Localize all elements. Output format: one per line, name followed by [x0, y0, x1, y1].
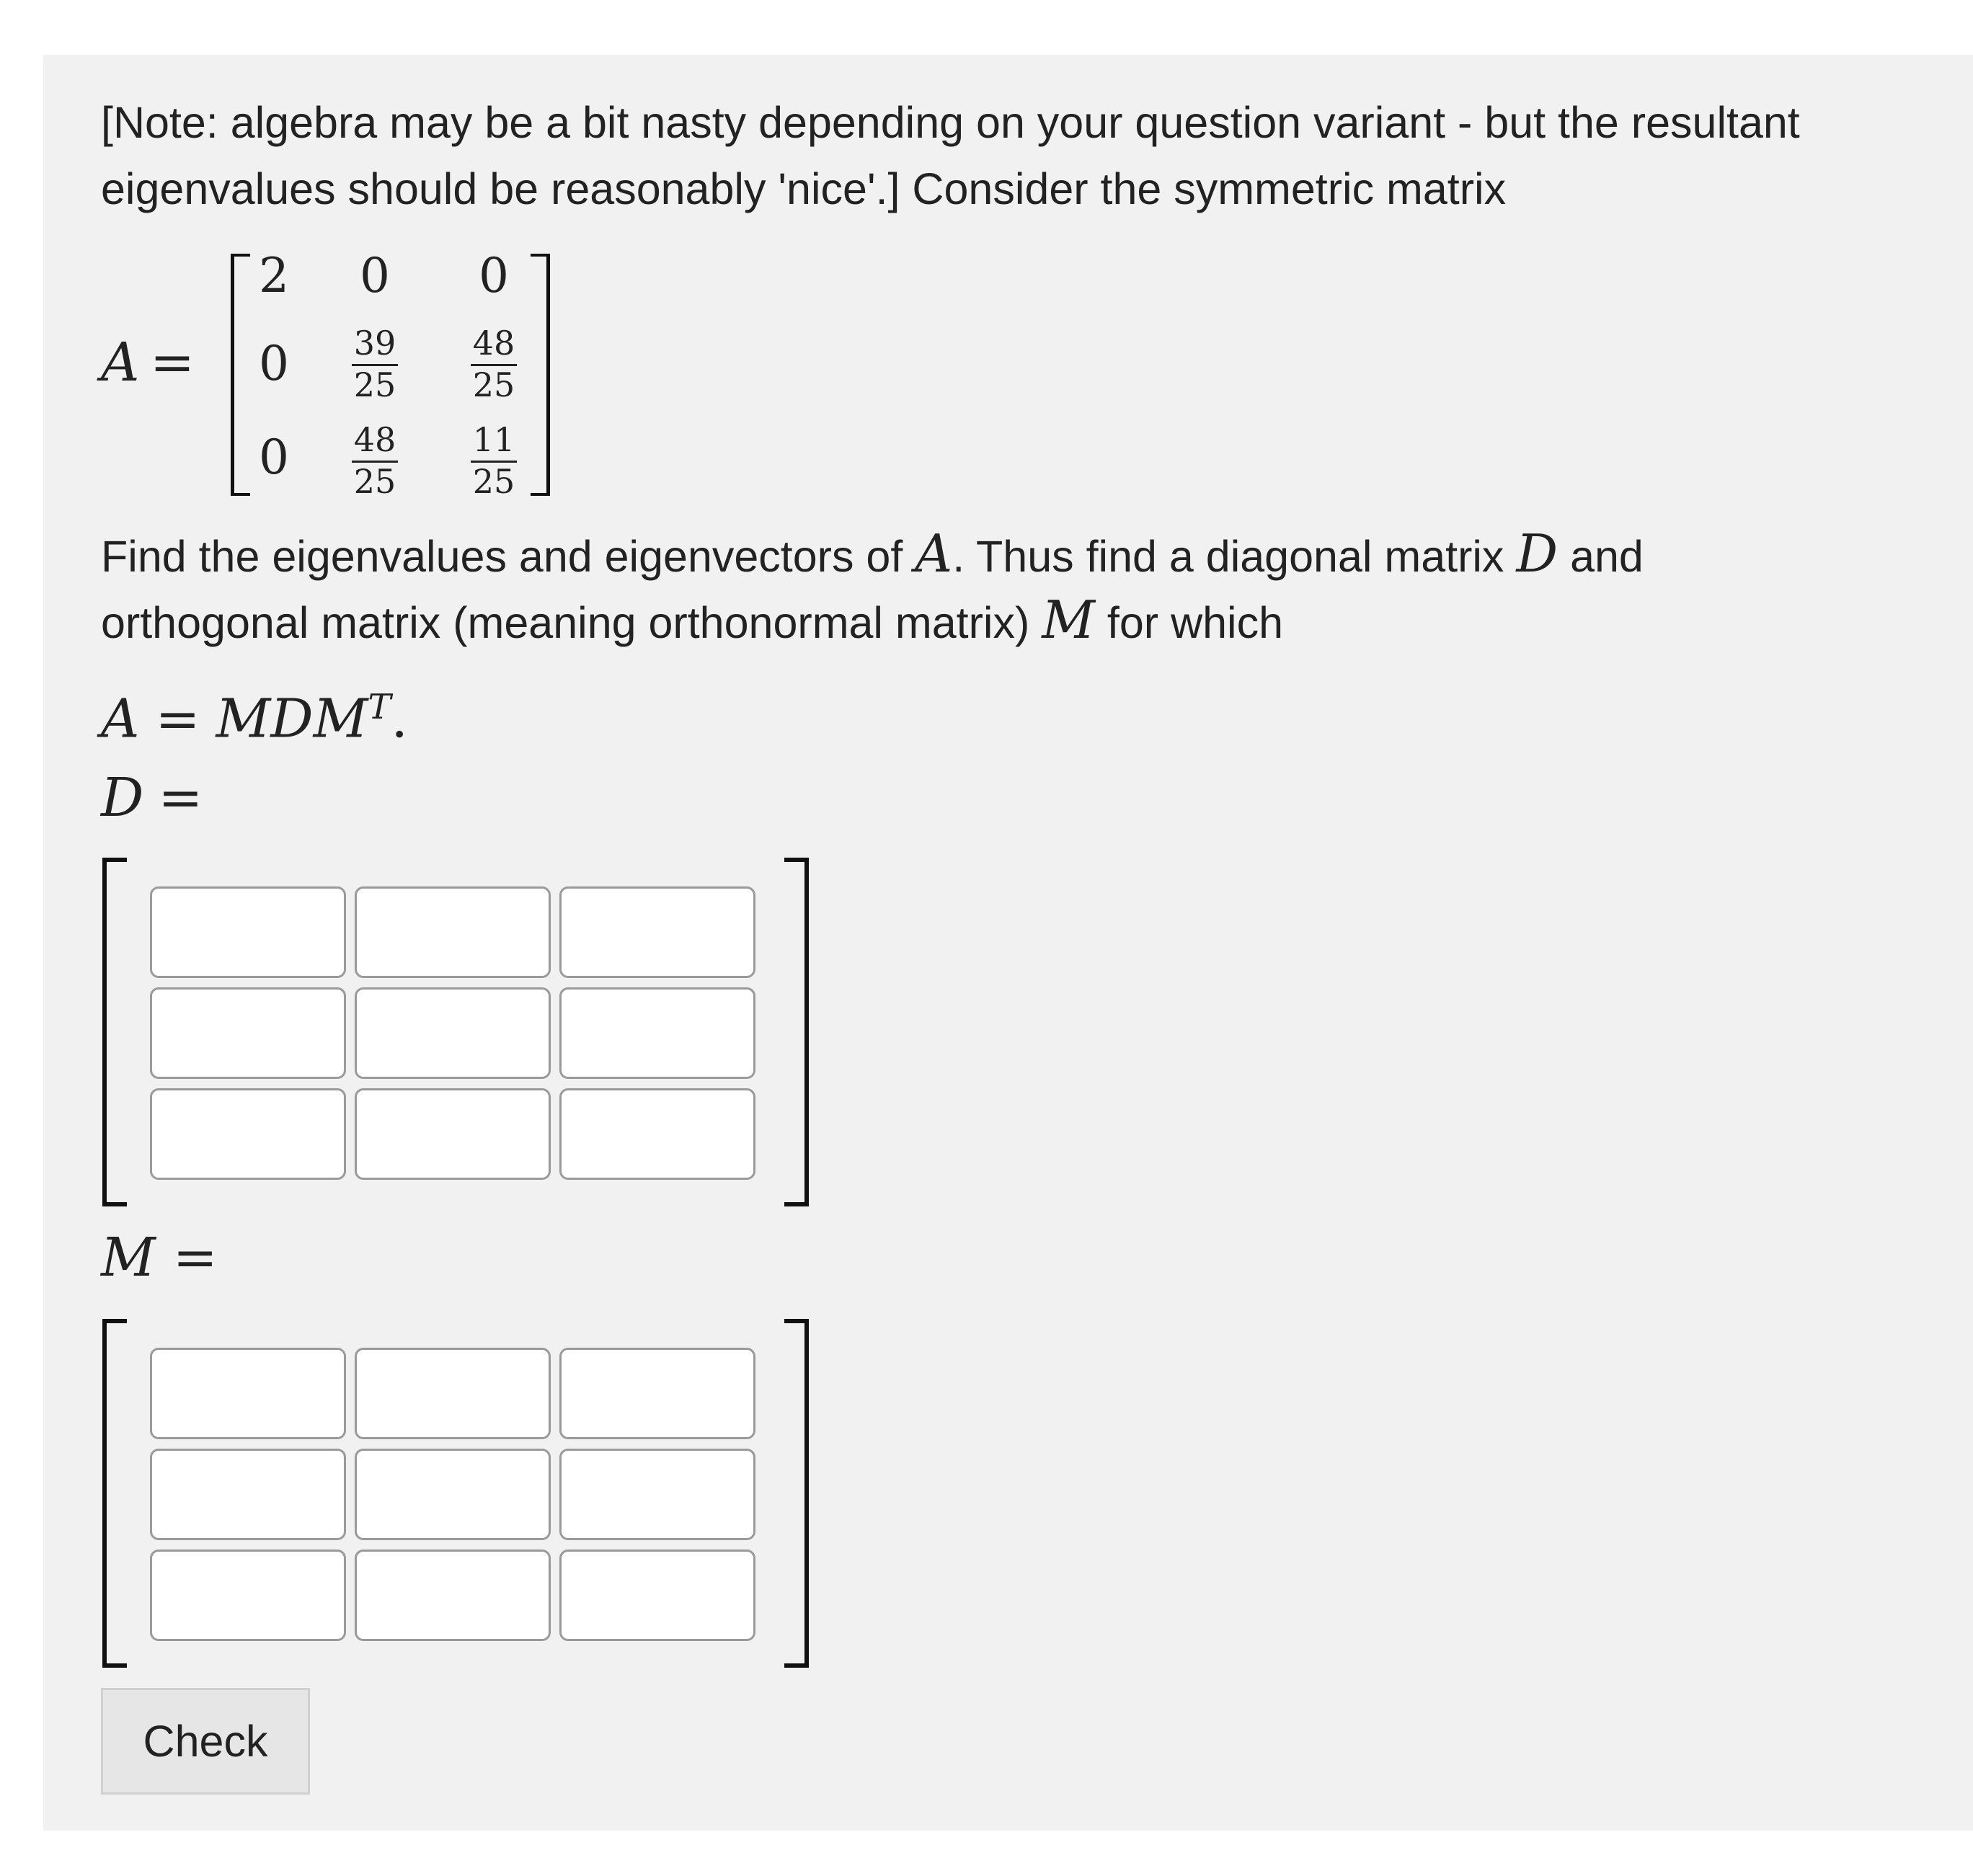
d-matrix-label: D =: [101, 767, 203, 829]
matrix-a-cell-r2c2-den: 25: [353, 365, 396, 404]
matrix-a-cell-r2c1: 0: [259, 336, 289, 391]
intro-line-1: [Note: algebra may be a bit nasty depending on your question variant - but the resultant: [101, 98, 1800, 147]
m-matrix-left-bracket: [102, 1319, 127, 1668]
matrix-a-cell-r1c3: 0: [479, 248, 509, 303]
m-matrix-cell-r1c3[interactable]: [559, 1348, 755, 1439]
find-line-1: Find the eigenvalues and eigenvectors of A. Thus find a diagonal matrix D and: [101, 523, 1644, 584]
d-matrix-cell-r2c1[interactable]: [150, 987, 346, 1079]
matrix-a-cell-r1c1: 2: [259, 248, 289, 303]
m-matrix-cell-r3c1[interactable]: [150, 1550, 346, 1641]
d-matrix-right-bracket: [784, 858, 809, 1206]
find-line-2: orthogonal matrix (meaning orthonormal matrix) M for which: [101, 590, 1284, 650]
d-matrix-cell-r1c1[interactable]: [150, 886, 346, 978]
check-button[interactable]: Check: [101, 1688, 310, 1795]
matrix-a-left-bracket: [231, 254, 250, 496]
m-matrix-cell-r2c3[interactable]: [559, 1449, 755, 1540]
symbol-d: D: [1516, 523, 1559, 584]
matrix-a-cell-r2c3-num: 48: [472, 324, 515, 363]
matrix-a-symbol: A: [101, 332, 140, 394]
m-matrix-cell-r3c3[interactable]: [559, 1550, 755, 1641]
intro-line-2: eigenvalues should be reasonably 'nice'.] Consider the symmetric matrix: [101, 164, 1507, 213]
d-matrix-left-bracket: [102, 858, 127, 1206]
symbol-a: A: [915, 523, 953, 584]
equation: $A = MDM^T$.: [101, 687, 408, 750]
d-matrix-cell-r2c3[interactable]: [559, 987, 755, 1079]
m-matrix-right-bracket: [784, 1319, 809, 1668]
matrix-a-cell-r2c2-num: 39: [353, 324, 396, 363]
matrix-a-right-bracket: [531, 254, 550, 496]
d-matrix-cell-r3c3[interactable]: [559, 1088, 755, 1180]
m-matrix-label: M =: [101, 1227, 218, 1289]
d-matrix-cell-r2c2[interactable]: [355, 987, 551, 1079]
m-matrix-cell-r1c2[interactable]: [355, 1348, 551, 1439]
m-matrix-cell-r2c2[interactable]: [355, 1449, 551, 1540]
m-matrix-cell-r3c2[interactable]: [355, 1550, 551, 1641]
matrix-a-equals: =: [150, 332, 195, 394]
symbol-m: M: [1042, 590, 1095, 650]
matrix-a-cell-r3c3-den: 25: [472, 462, 515, 501]
matrix-a-cell-r3c2-den: 25: [353, 462, 396, 501]
d-matrix-cell-r3c2[interactable]: [355, 1088, 551, 1180]
m-matrix-cell-r1c1[interactable]: [150, 1348, 346, 1439]
matrix-a-cell-r3c2-num: 48: [353, 420, 396, 459]
matrix-a-cell-r3c1: 0: [259, 430, 289, 485]
d-matrix-cell-r1c2[interactable]: [355, 886, 551, 978]
m-matrix-cell-r2c1[interactable]: [150, 1449, 346, 1540]
matrix-a-cell-r1c2: 0: [360, 248, 390, 303]
d-matrix-cell-r3c1[interactable]: [150, 1088, 346, 1180]
matrix-a-cell-r2c3-den: 25: [472, 365, 515, 404]
matrix-a-cell-r3c3-num: 11: [472, 420, 515, 459]
d-matrix-cell-r1c3[interactable]: [559, 886, 755, 978]
